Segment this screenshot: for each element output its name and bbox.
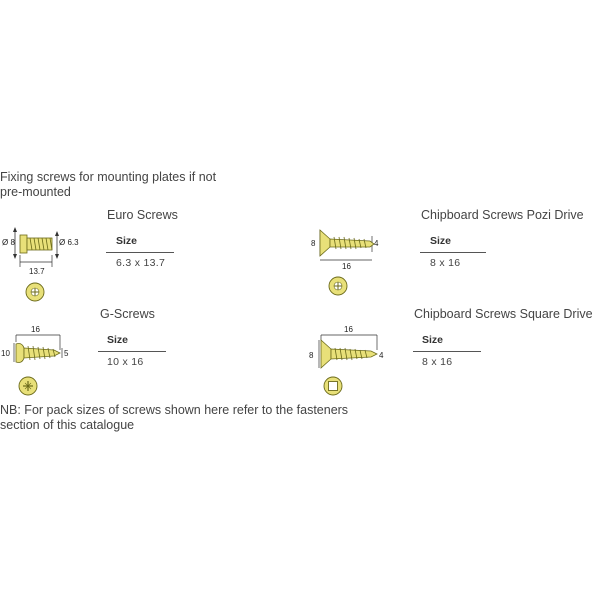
g-size-rule (98, 351, 166, 352)
pozi-dim-head: 8 (311, 239, 316, 248)
pozi-drive-icon (329, 277, 347, 295)
square-size-value: 8 x 16 (422, 356, 453, 368)
footnote: NB: For pack sizes of screws shown here refer to the fasteners section of this catalogue (0, 403, 349, 432)
phillips-drive-icon (19, 377, 37, 395)
pozi-size-label: Size (430, 235, 452, 247)
intro-text: Fixing screws for mounting plates if not pre-mounted (0, 170, 217, 199)
pozi-size-rule (420, 252, 486, 253)
g-screws-title: G-Screws (100, 307, 155, 321)
euro-dim-left: Ø 8 (2, 238, 15, 247)
square-dim-length: 16 (344, 325, 353, 334)
euro-size-rule (106, 252, 174, 253)
euro-screw-drawing (0, 215, 100, 305)
g-dim-length: 16 (31, 325, 40, 334)
euro-size-label: Size (116, 235, 138, 247)
g-dim-tip: 5 (64, 349, 69, 358)
pozi-screws-title: Chipboard Screws Pozi Drive (421, 208, 584, 222)
euro-dim-right: Ø 6.3 (59, 238, 79, 247)
g-screw-drawing (0, 320, 80, 400)
square-drive-icon (324, 377, 342, 395)
pozi-drive-icon (26, 283, 44, 301)
euro-screws-title: Euro Screws (107, 208, 178, 222)
pozi-screw-drawing (308, 222, 390, 302)
square-dim-head: 8 (309, 351, 314, 360)
pozi-size-value: 8 x 16 (430, 257, 461, 269)
square-size-rule (413, 351, 481, 352)
square-screws-title: Chipboard Screws Square Drive (414, 307, 593, 321)
euro-size-value: 6.3 x 13.7 (116, 257, 166, 269)
square-screw-drawing (305, 320, 395, 400)
g-dim-head: 10 (1, 349, 10, 358)
g-size-label: Size (107, 334, 129, 346)
pozi-dim-tip: 4 (374, 239, 379, 248)
square-dim-tip: 4 (379, 351, 384, 360)
g-size-value: 10 x 16 (107, 356, 144, 368)
euro-dim-length: 13.7 (29, 267, 45, 276)
pozi-dim-length: 16 (342, 262, 351, 271)
square-size-label: Size (422, 334, 444, 346)
